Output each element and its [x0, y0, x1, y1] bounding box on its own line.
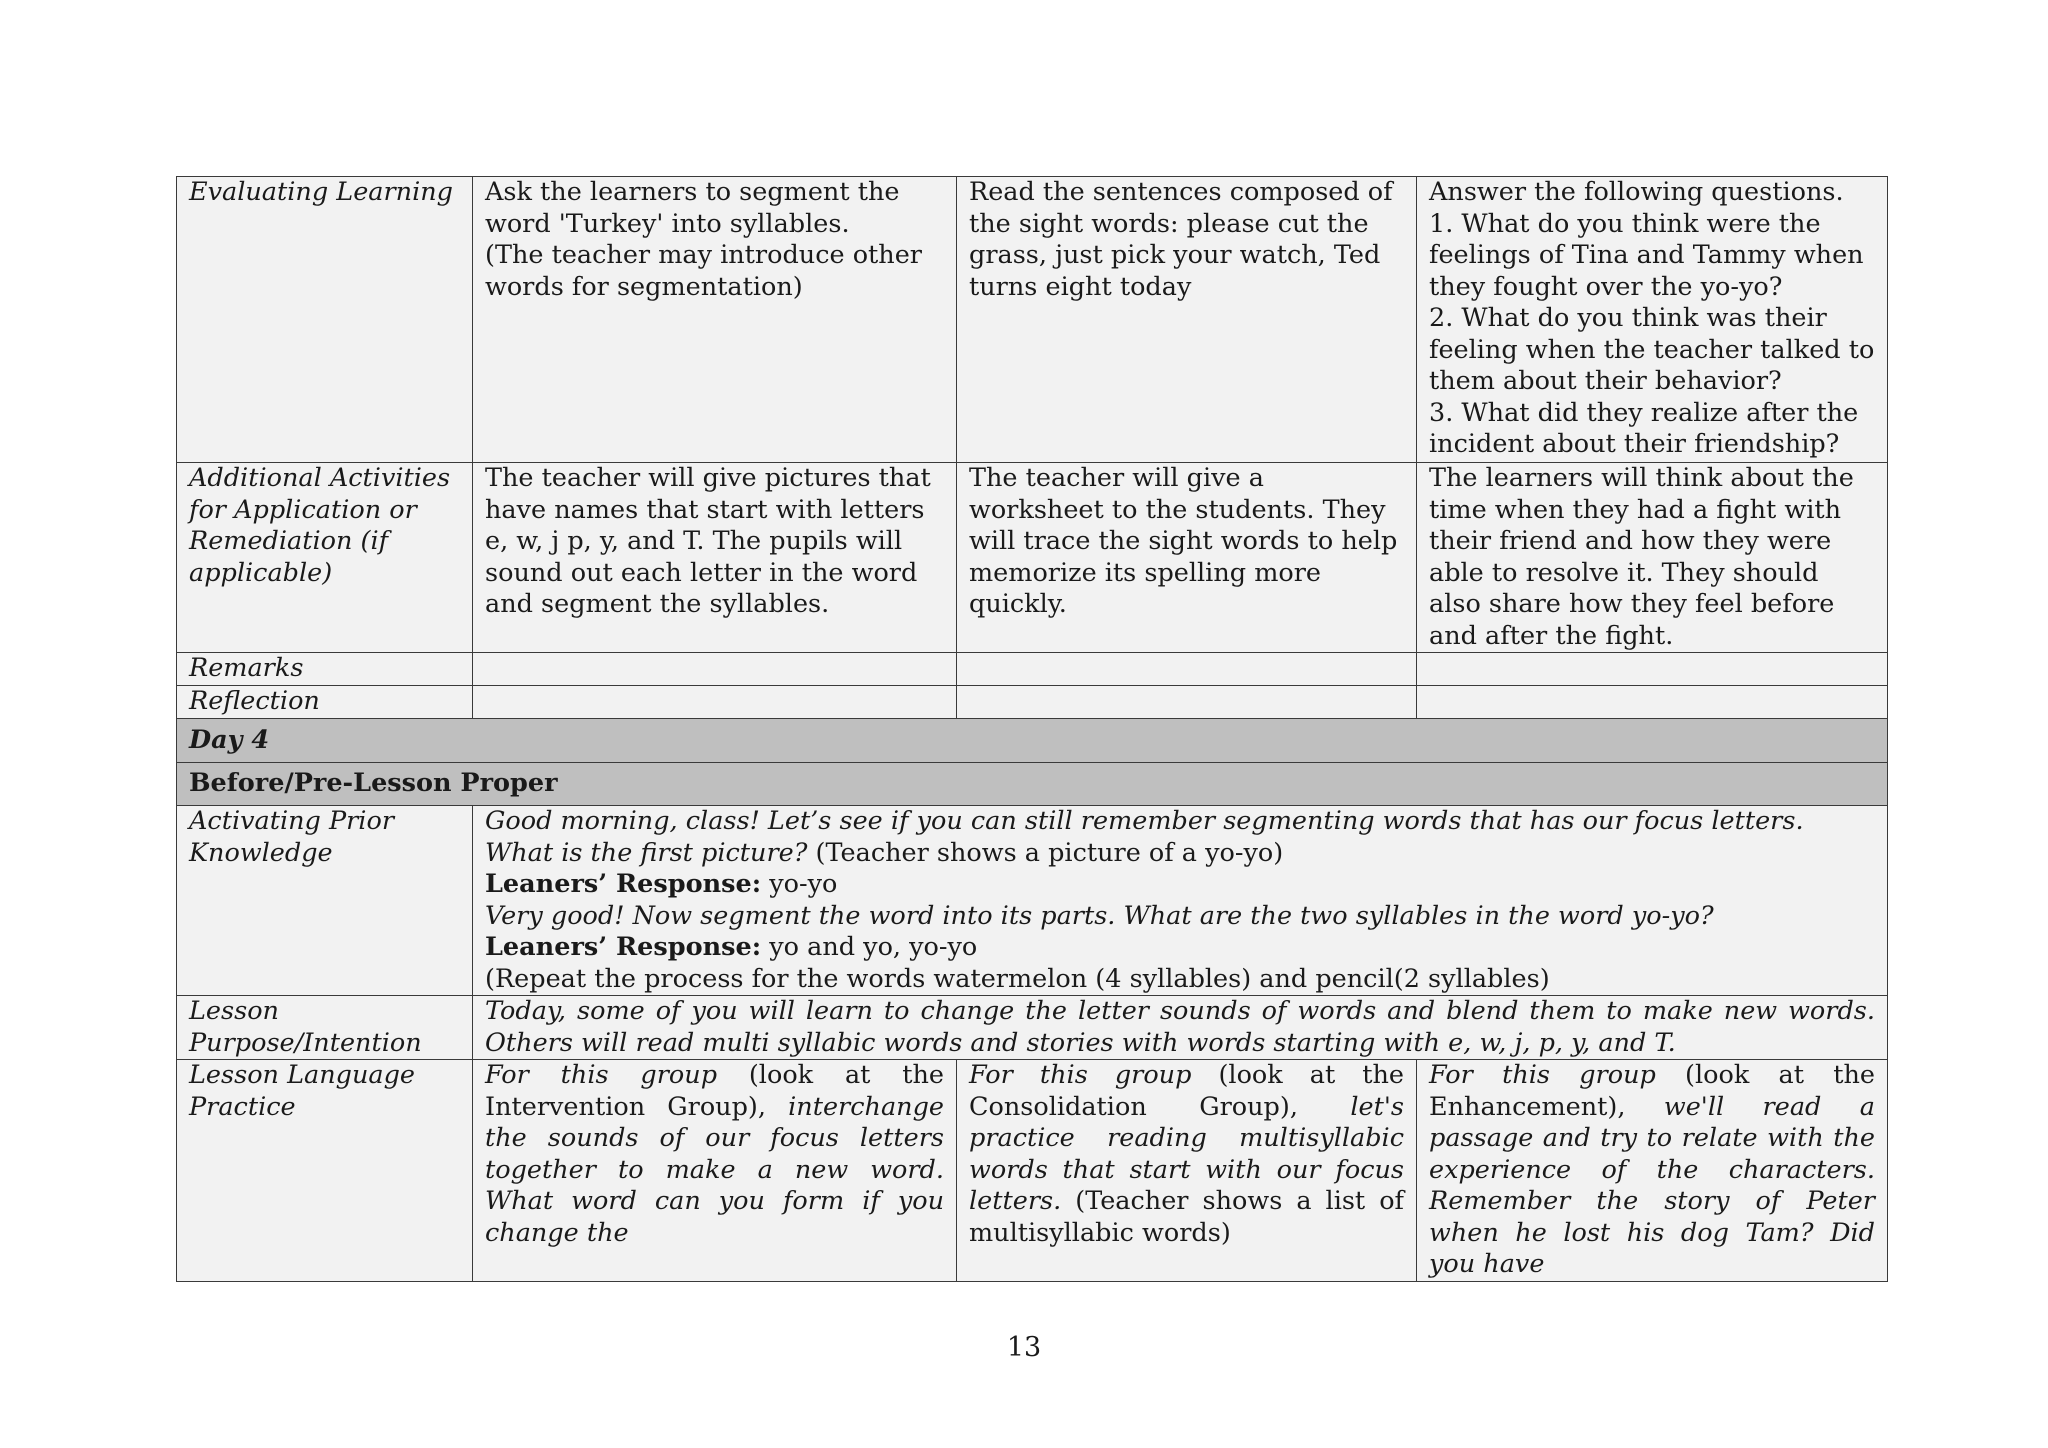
cell-text: (look at the Consolidation Group), — [969, 1060, 1405, 1122]
practice-consolidation-cell — [957, 1060, 1417, 1282]
row-label: Evaluating Learning — [177, 177, 473, 463]
response-label: Leaners’ Response: — [485, 869, 762, 899]
cell-text: we'll read a passage and try to relate with the experience of the characters. Remember the story of Peter when he lost his dog Tam? Did you have — [1429, 1091, 1875, 1279]
page-number: 13 — [1006, 1332, 1042, 1363]
cell-text: (Teacher shows a list of multisyllabic words) — [969, 1186, 1404, 1248]
empty-cell — [473, 653, 957, 686]
reflection-row — [177, 686, 1888, 719]
empty-cell — [1417, 653, 1888, 686]
cell-text: (look at the Intervention Group), — [485, 1060, 944, 1122]
row-label: Reflection — [177, 686, 473, 719]
learner-response-line — [485, 869, 1875, 901]
activating-content-cell — [473, 806, 1888, 996]
day-heading: Day 4 — [177, 719, 1888, 763]
empty-cell — [957, 686, 1417, 719]
cell-text: For this group — [1429, 1060, 1656, 1090]
evaluating-intervention-cell — [473, 177, 957, 463]
evaluating-consolidation-cell — [957, 177, 1417, 463]
cell-text: Answer the following questions. 1. What do you think were the feelings of Tina and Tammy when they fought over the yo-yo? 2. What do you think was their feeling when the teacher talked to them about their behavior? 3. What did they realize after the incident about their friendship? — [1429, 177, 1875, 459]
lesson-plan-table — [176, 176, 1888, 1282]
response-label: Leaners’ Response: — [485, 932, 762, 962]
row-label: Remarks — [177, 653, 473, 686]
lesson-language-practice-row — [177, 1060, 1888, 1282]
row-label: Lesson Language Practice — [177, 1060, 473, 1282]
cell-text: (look at the Enhancement), — [1429, 1060, 1875, 1122]
cell-text: For this group — [969, 1060, 1192, 1090]
cell-text: Ask the learners to segment the word 'Turkey' into syllables. (The teacher may introduce other words for segmentation) — [485, 177, 922, 302]
empty-cell — [1417, 686, 1888, 719]
teacher-prompt: Very good! Now segment the word into its parts. What are the two syllables in the word yo-yo? — [485, 900, 1714, 931]
additional-intervention-cell — [473, 463, 957, 653]
lesson-purpose-text: Today, some of you will learn to change the letter sounds of words and blend them to make new words. Others will read multi syllabic words and stories with words starting with e, w, j, p, y, and T. — [473, 996, 1888, 1060]
cell-text: let's practice reading multisyllabic words that start with our focus letters. — [969, 1091, 1404, 1216]
remarks-row — [177, 653, 1888, 686]
cell-text: The teacher will give pictures that have names that start with letters e, w, j p, y, and T. The pupils will sound out each letter in the word and segment the syllables. — [485, 463, 931, 619]
teacher-prompt: Good morning, class! Let’s see if you can still remember segmenting words that has our focus letters. What is the first picture? — [485, 806, 1804, 868]
empty-cell — [957, 653, 1417, 686]
additional-enhancement-cell — [1417, 463, 1888, 653]
empty-cell — [473, 686, 957, 719]
cell-text: interchange the sounds of our focus letters together to make a new word. What word can you form if you change the — [485, 1091, 944, 1248]
row-label: Lesson Purpose/Intention — [177, 996, 473, 1060]
response-text: yo and yo, yo-yo — [761, 932, 978, 962]
teacher-note: (Teacher shows a picture of a yo-yo) — [807, 837, 1284, 868]
pre-lesson-band — [177, 763, 1888, 806]
row-label: Additional Activities for Application or Remediation (if applicable) — [177, 463, 473, 653]
additional-activities-row — [177, 463, 1888, 653]
cell-text: For this group — [485, 1060, 718, 1090]
cell-text: The teacher will give a worksheet to the students. They will trace the sight words to help memorize its spelling more quickly. — [969, 463, 1398, 619]
activating-prior-knowledge-row — [177, 806, 1888, 996]
row-label: Activating Prior Knowledge — [177, 806, 473, 996]
response-text: yo-yo — [761, 869, 838, 899]
learner-response-line — [485, 932, 1875, 964]
lesson-purpose-row — [177, 996, 1888, 1060]
cell-text: Read the sentences composed of the sight words: please cut the grass, just pick your watch, Ted turns eight today — [969, 177, 1393, 302]
cell-text: The learners will think about the time when they had a fight with their friend and how they were able to resolve it. They should also share how they feel before and after the fight. — [1429, 463, 1854, 651]
day-4-band — [177, 719, 1888, 763]
teacher-note: (Repeat the process for the words watermelon (4 syllables) and pencil(2 syllables) — [485, 963, 1550, 994]
additional-consolidation-cell — [957, 463, 1417, 653]
evaluating-enhancement-cell — [1417, 177, 1888, 463]
practice-enhancement-cell — [1417, 1060, 1888, 1282]
evaluating-learning-row — [177, 177, 1888, 463]
section-heading: Before/Pre-Lesson Proper — [177, 763, 1888, 806]
practice-intervention-cell — [473, 1060, 957, 1282]
